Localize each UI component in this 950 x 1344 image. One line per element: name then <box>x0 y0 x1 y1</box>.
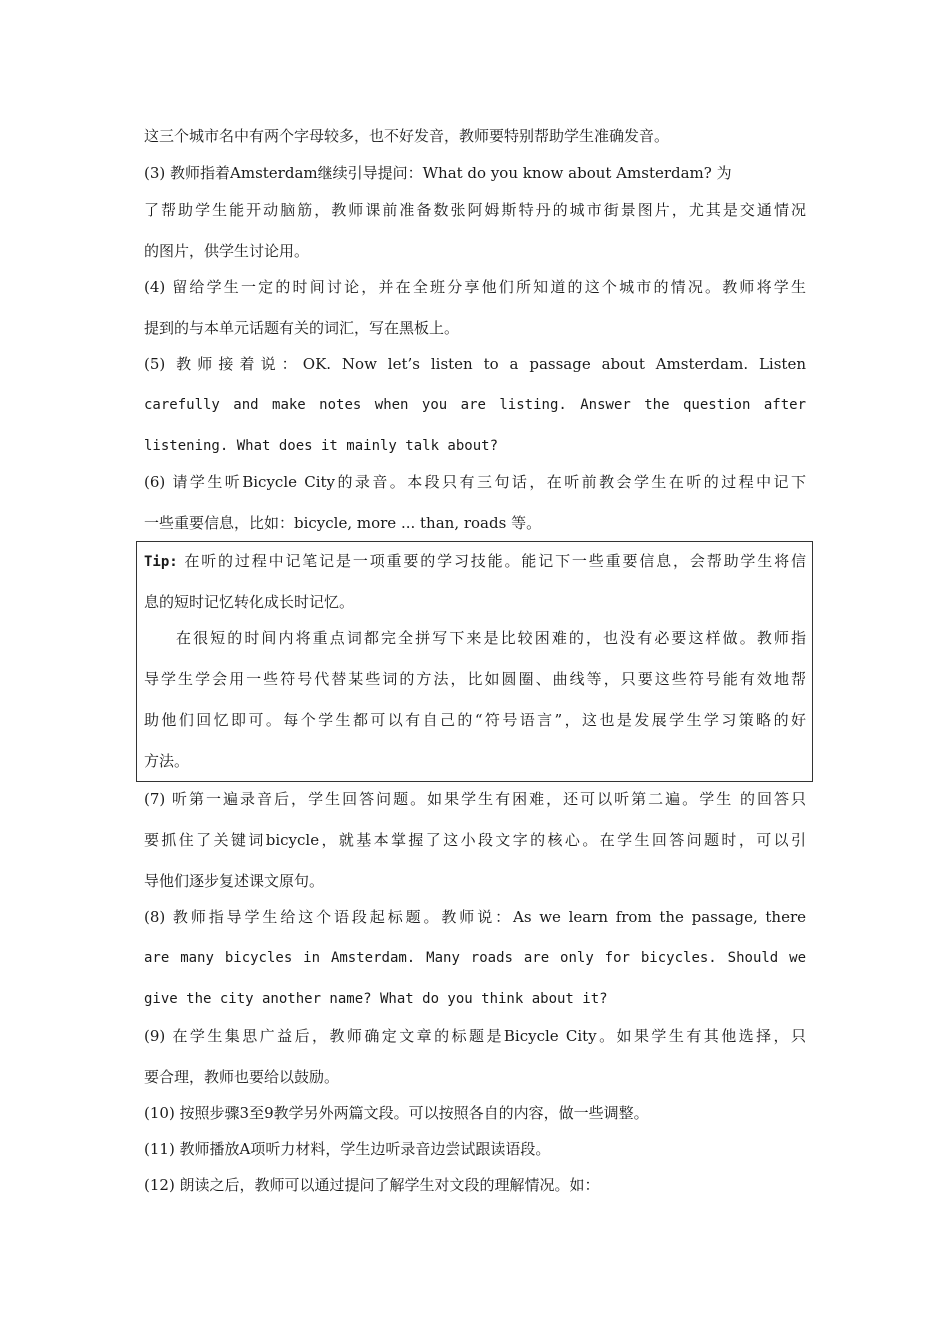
step-4-line-1: (4) 留给学生一定的时间讨论，并在全班分享他们所知道的这个城市的情况。教师将学生 <box>144 278 806 296</box>
step-3-line-3: 的图片，供学生讨论用。 <box>144 242 310 260</box>
step-8-line-1: (8) 教师指导学生给这个语段起标题。教师说：As we learn from the passage, there <box>144 908 806 926</box>
step-9-line-2: 要合理，教师也要给以鼓励。 <box>144 1068 340 1086</box>
tip-label: Tip: <box>144 554 178 570</box>
step-6-line-1: (6) 请学生听Bicycle City的录音。本段只有三句话，在听前教会学生在听的过程中记下 <box>144 473 806 491</box>
paragraph-intro: 这三个城市名中有两个字母较多，也不好发音，教师要特别帮助学生准确发音。 <box>144 127 670 145</box>
step-5-line-3: listening. What does it mainly talk about? <box>144 438 499 454</box>
step-6-line-2: 一些重要信息，比如：bicycle, more ... than, roads 等。 <box>144 514 542 532</box>
tip-line-3: 在很短的时间内将重点词都完全拼写下来是比较困难的，也没有必要这样做。教师指 <box>176 629 806 647</box>
step-7-line-1: (7) 听第一遍录音后，学生回答问题。如果学生有困难，还可以听第二遍。学生 的回答只 <box>144 790 806 808</box>
step-3-line-2: 了帮助学生能开动脑筋，教师课前准备数张阿姆斯特丹的城市街景图片，尤其是交通情况 <box>144 201 806 219</box>
tip-line-1-text: 在听的过程中记笔记是一项重要的学习技能。能记下一些重要信息，会帮助学生将信 <box>184 552 806 570</box>
tip-line-2: 息的短时记忆转化成长时记忆。 <box>144 593 355 611</box>
step-7-line-3: 导他们逐步复述课文原句。 <box>144 872 325 890</box>
tip-line-4: 导学生学会用一些符号代替某些词的方法，比如圆圈、曲线等，只要这些符号能有效地帮 <box>144 670 806 688</box>
step-10: (10) 按照步骤3至9教学另外两篇文段。可以按照各自的内容，做一些调整。 <box>144 1104 649 1122</box>
step-8-line-2: are many bicycles in Amsterdam. Many roads are only for bicycles. Should we <box>144 950 806 966</box>
tip-line-1 <box>144 551 806 572</box>
step-5-line-2: carefully and make notes when you are listing. Answer the question after <box>144 397 806 413</box>
step-12: (12) 朗读之后，教师可以通过提问了解学生对文段的理解情况。如： <box>144 1176 600 1194</box>
step-5-line-1: (5) 教师接着说：OK. Now let’s listen to a passage about Amsterdam. Listen <box>144 355 806 373</box>
step-11: (11) 教师播放A项听力材料，学生边听录音边尝试跟读语段。 <box>144 1140 551 1158</box>
step-3-line-1: (3) 教师指着Amsterdam继续引导提问：What do you know about Amsterdam? 为 <box>144 164 732 182</box>
step-4-line-2: 提到的与本单元话题有关的词汇，写在黑板上。 <box>144 319 460 337</box>
step-9-line-1: (9) 在学生集思广益后，教师确定文章的标题是Bicycle City。如果学生有其他选择，只 <box>144 1027 806 1045</box>
tip-box <box>136 541 813 782</box>
tip-line-5: 助他们回忆即可。每个学生都可以有自己的“符号语言”，这也是发展学生学习策略的好 <box>144 711 806 729</box>
step-7-line-2: 要抓住了关键词bicycle，就基本掌握了这小段文字的核心。在学生回答问题时，可以引 <box>144 831 806 849</box>
tip-line-6: 方法。 <box>144 752 190 770</box>
step-8-line-3: give the city another name? What do you think about it? <box>144 991 608 1007</box>
